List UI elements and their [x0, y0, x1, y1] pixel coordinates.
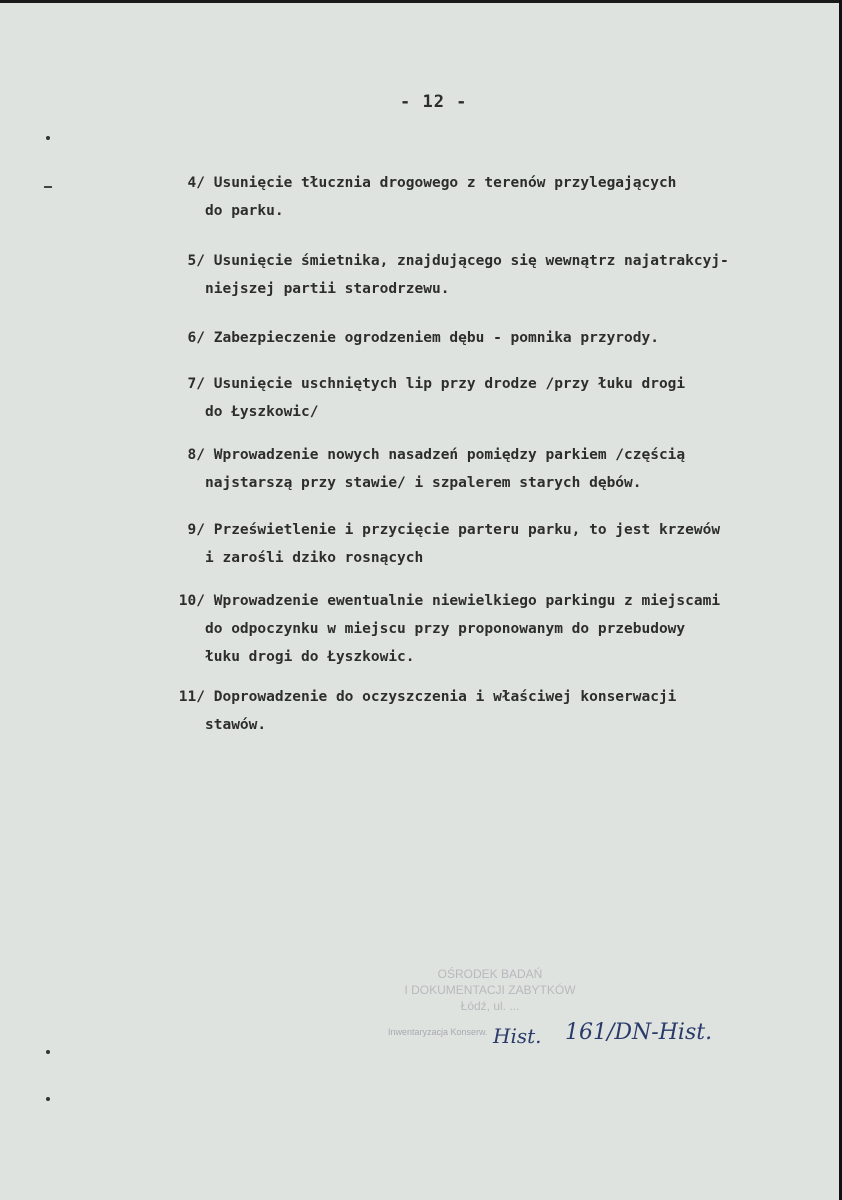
- item-number: 5/: [187, 253, 205, 269]
- handwritten-note: Hist.: [493, 1024, 542, 1048]
- item-text-line: Doprowadzenie do oczyszczenia i właściwej konserwacji: [213, 689, 677, 705]
- item-text-line: Usunięcie tłucznia drogowego z terenów przylegających: [213, 175, 677, 191]
- item-text-line: Usunięcie śmietnika, znajdującego się wewnątrz najatrakcyj-: [213, 253, 729, 269]
- item-text-line: i zarośli dziko rosnących: [205, 550, 424, 566]
- item-text-line: najstarszą przy stawie/ i szpalerem starych dębów.: [205, 475, 642, 491]
- stamp-line: OŚRODEK BADAŃ: [437, 967, 543, 981]
- list-item: [150, 683, 810, 739]
- list-item: [150, 587, 810, 671]
- stamp-line: I DOKUMENTACJI ZABYTKÓW: [404, 983, 576, 997]
- item-text-line: Wprowadzenie nowych nasadzeń pomiędzy parkiem /częścią: [213, 447, 686, 463]
- stamp-line: Łódź, ul. ...: [460, 999, 520, 1013]
- item-number: 7/: [187, 376, 205, 392]
- handwritten-signature-code: 161/DN-Hist.: [565, 1020, 713, 1045]
- list-item: [150, 247, 810, 303]
- item-text-line: do odpoczynku w miejscu przy proponowanym do przebudowy: [205, 621, 686, 637]
- list-item: [150, 441, 810, 497]
- item-text-line: Prześwietlenie i przycięcie parteru parku, to jest krzewów: [213, 522, 721, 538]
- item-number: 6/: [187, 330, 205, 346]
- list-item: [150, 169, 810, 225]
- item-number: 9/: [187, 522, 205, 538]
- item-text-line: do parku.: [205, 203, 284, 219]
- item-number: 10/: [178, 593, 205, 609]
- item-number: 11/: [178, 689, 205, 705]
- list-item: [150, 370, 810, 426]
- list-item: [150, 516, 810, 572]
- page-number: - 12 -: [400, 92, 468, 112]
- stamp-small-text: Inwentaryzacja Konserw.: [388, 1027, 488, 1037]
- item-text-line: Zabezpieczenie ogrodzeniem dębu - pomnika przyrody.: [213, 330, 659, 346]
- item-text-line: łuku drogi do Łyszkowic.: [205, 649, 415, 665]
- item-text-line: niejszej partii starodrzewu.: [205, 281, 450, 297]
- item-text-line: Usunięcie uschniętych lip przy drodze /przy łuku drogi: [213, 376, 686, 392]
- item-text-line: do Łyszkowic/: [205, 404, 319, 420]
- item-number: 8/: [187, 447, 205, 463]
- item-text-line: stawów.: [205, 717, 267, 733]
- item-number: 4/: [187, 175, 205, 191]
- list-item: [150, 324, 810, 352]
- item-text-line: Wprowadzenie ewentualnie niewielkiego parkingu z miejscami: [213, 593, 721, 609]
- archive-stamp: [385, 966, 595, 1014]
